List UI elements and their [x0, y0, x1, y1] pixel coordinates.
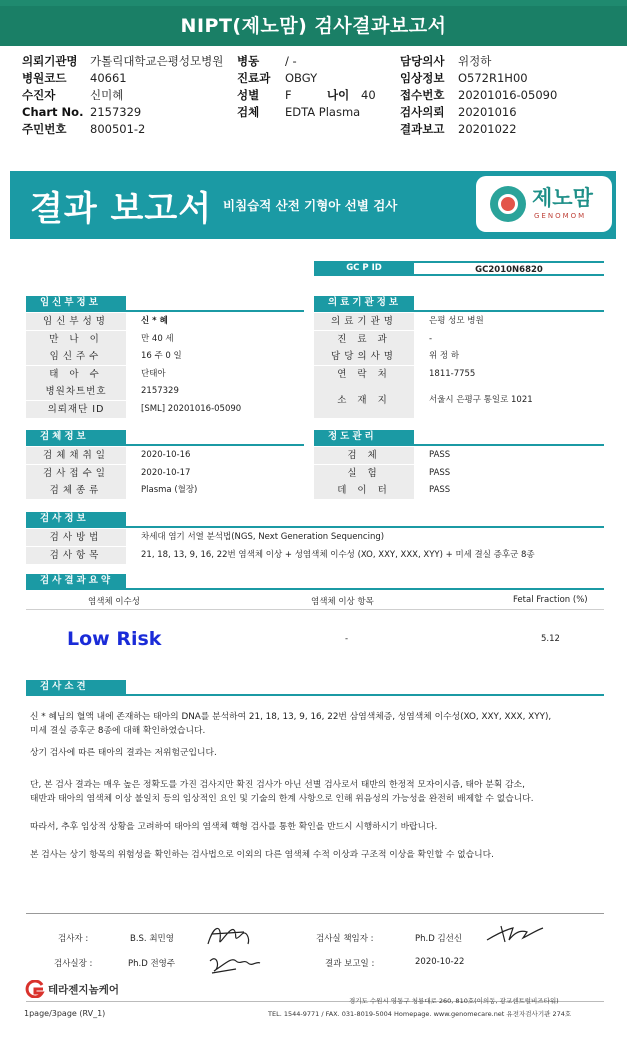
logo-text: 제노맘 — [532, 186, 593, 210]
row-label: 연 락 처 — [314, 366, 414, 383]
tester-label: 검사자 : — [58, 934, 89, 944]
header-right — [400, 53, 557, 138]
findings-paragraph: 단, 본 검사 결과는 매우 높은 정확도를 가진 검사지만 확진 검사가 아닌 선별 검사로서 태반의 한정적 모자이시즘, 태아 분획 감소, — [30, 780, 525, 790]
header-row: 검사의뢰 20201016 — [400, 105, 517, 119]
section-title: 검사결과요약 — [26, 574, 126, 588]
specimen-info-table — [26, 447, 304, 501]
page-number: 1page/3page (RV_1) — [24, 1009, 106, 1018]
row-value: 서울시 은평구 통일로 1021 — [429, 395, 533, 406]
company-name: 테라젠지놈케어 — [48, 984, 120, 996]
header-mid — [237, 53, 376, 121]
row-label: 담당의사명 — [314, 348, 414, 365]
row-label: 진 료 과 — [314, 331, 414, 348]
row-label: 검 체 — [314, 447, 414, 464]
lab-head-label: 검사실 책임자 : — [316, 934, 374, 944]
summary-col-header: 염색체 이수성 — [88, 597, 140, 607]
findings-paragraph: 미세 결실 증후군 8종에 대해 확인하였습니다. — [30, 726, 206, 736]
row-value: PASS — [429, 450, 451, 460]
row-value: 1811-7755 — [429, 368, 476, 379]
fetal-fraction-value: 5.12 — [541, 634, 560, 644]
section-divider — [26, 526, 604, 528]
row-value: - — [429, 333, 433, 344]
result-summary-section — [26, 574, 604, 590]
report-date-label: 결과 보고일 : — [325, 959, 375, 969]
row-label: 의료기관명 — [314, 313, 414, 330]
row-value: PASS — [429, 485, 451, 496]
pregnant-info-section — [26, 296, 304, 312]
findings-text — [30, 710, 610, 862]
row-label: 임신주수 — [26, 348, 126, 365]
gcp-id-box — [314, 261, 604, 276]
header-row: 의뢰기관명 가톨릭대학교은평성모병원 — [22, 54, 224, 68]
row-value: Plasma (혈장) — [141, 485, 198, 496]
institution-info-section — [314, 296, 604, 312]
header-row: 검체 EDTA Plasma — [237, 105, 361, 119]
qc-section — [314, 430, 604, 446]
row-value: [SML] 20201016-05090 — [141, 404, 242, 414]
row-value: 2157329 — [141, 386, 179, 397]
header-row: 접수번호 20201016-05090 — [400, 88, 558, 102]
row-value: PASS — [429, 467, 451, 478]
findings-paragraph: 본 검사는 상기 항목의 위험성을 확인하는 검사법으로 이외의 다른 염색체 수적 이상과 구조적 이상을 확인할 수 없습니다. — [30, 850, 494, 860]
gcp-id-label: GC P ID — [314, 261, 414, 276]
banner-title: 결과 보고서 — [30, 189, 213, 229]
row-value: 21, 18, 13, 9, 16, 22번 염색체 이상 + 성염색체 이수성 (XO, XXY, XXX, XYY) + 미세 결실 증후군 8종 — [141, 549, 535, 560]
lab-chief-signature — [206, 947, 262, 977]
row-value: 16 주 0 일 — [141, 351, 182, 362]
lab-chief-name: Ph.D 전영주 — [128, 959, 176, 969]
header-row: 병동 / - — [237, 54, 297, 68]
company-address: 경기도 수원시 영통구 청룡대로 260, 810호(이의동, 광교센트럴비즈타워) — [349, 997, 559, 1005]
row-label: 실 험 — [314, 465, 414, 482]
test-info-table — [26, 529, 604, 565]
logo-subtext: GENOMOM — [534, 212, 587, 220]
findings-section — [26, 680, 604, 696]
specimen-info-section — [26, 430, 304, 446]
header-row: 병원코드 40661 — [22, 71, 127, 85]
summary-col-header: 염색체 이상 항목 — [311, 597, 374, 607]
company-contact: TEL. 1544-9771 / FAX. 031-8019-5004 Homepage. www.genomecare.net 유전자검사기관 274호 — [268, 1010, 572, 1018]
findings-paragraph: 태반과 태아의 염색체 이상 불일치 등의 임상적인 요인 및 기술의 한계 사항으로 인해 위음성의 가능성을 완전히 배제할 수 없습니다. — [30, 794, 534, 804]
row-value: 은평 성모 병원 — [429, 316, 484, 326]
header-left — [22, 53, 223, 138]
section-divider — [26, 444, 304, 446]
section-title: 정도관리 — [314, 430, 414, 444]
header-row: 임상정보 O572R1H00 — [400, 71, 528, 85]
row-value: 2020-10-16 — [141, 450, 191, 460]
report-title: NIPT(제노맘) 검사결과보고서 — [0, 6, 627, 46]
section-divider — [26, 588, 604, 590]
row-value: 차세대 염기 서열 분석법(NGS, Next Generation Sequencing) — [141, 532, 385, 542]
company-logo-icon — [24, 980, 46, 998]
row-label: 임신부성명 — [26, 313, 126, 330]
summary-col-header: Fetal Fraction (%) — [513, 595, 588, 605]
lab-chief-label: 검사실장 : — [54, 959, 93, 969]
section-title: 의료기관정보 — [314, 296, 414, 310]
row-label: 검사방법 — [26, 529, 126, 546]
header-row: 결과보고 20201022 — [400, 122, 517, 136]
row-value: 위 정 하 — [429, 351, 460, 362]
header-row: 진료과 OBGY — [237, 71, 318, 85]
section-divider — [314, 444, 604, 446]
row-label: 데 이 터 — [314, 482, 414, 499]
summary-header-row — [26, 592, 604, 610]
result-report-banner — [10, 171, 616, 239]
risk-result: Low Risk — [67, 628, 162, 650]
section-title: 검체정보 — [26, 430, 126, 444]
row-value: 신 * 혜 — [141, 316, 168, 326]
tester-name: B.S. 최민영 — [130, 934, 174, 944]
pregnant-info-table — [26, 313, 304, 419]
row-label: 병원차트번호 — [26, 383, 126, 400]
section-title: 검사소견 — [26, 680, 126, 694]
row-label: 만 나 이 — [26, 331, 126, 348]
section-divider — [26, 694, 604, 696]
lab-head-signature — [483, 920, 545, 946]
report-title-bar — [0, 0, 627, 46]
report-date-value: 2020-10-22 — [415, 957, 465, 967]
row-label: 검사접수일 — [26, 465, 126, 482]
abnormal-item-value: - — [345, 634, 349, 644]
header-row: 주민번호 800501-2 — [22, 122, 146, 136]
section-title: 검사정보 — [26, 512, 126, 526]
tester-signature — [204, 920, 254, 950]
header-row: Chart No. 2157329 — [22, 105, 142, 119]
section-divider — [26, 310, 304, 312]
header-row: 수진자 신미혜 — [22, 88, 124, 102]
row-label: 소 재 지 — [314, 383, 414, 418]
test-info-section — [26, 512, 604, 528]
logo-emblem-inner-icon — [498, 194, 518, 214]
signature-divider — [26, 913, 604, 914]
row-label: 검체채취일 — [26, 447, 126, 464]
header-row: 담당의사 위정하 — [400, 54, 492, 68]
row-value: 2020-10-17 — [141, 467, 191, 478]
row-label: 검체종류 — [26, 482, 126, 499]
row-label: 검사항목 — [26, 547, 126, 564]
findings-paragraph: 상기 검사에 따른 태아의 결과는 저위험군입니다. — [30, 748, 217, 758]
section-title: 임신부정보 — [26, 296, 126, 310]
lab-head-name: Ph.D 김선신 — [415, 934, 463, 944]
qc-table — [314, 447, 604, 501]
header-row: 성별 F 나이 40 — [237, 88, 376, 102]
section-divider — [314, 310, 604, 312]
banner-subtitle: 비침습적 산전 기형아 선별 검사 — [223, 198, 398, 213]
gcp-id-value: GC2010N6820 — [414, 261, 604, 276]
row-value: 단태아 — [141, 368, 166, 379]
row-label: 의뢰재단 ID — [26, 401, 126, 418]
row-value: 만 40 세 — [141, 333, 174, 344]
findings-paragraph: 따라서, 추후 임상적 상황을 고려하여 태아의 염색체 핵형 검사를 통한 확인을 반드시 시행하시기 바랍니다. — [30, 822, 438, 832]
row-label: 태 아 수 — [26, 366, 126, 383]
findings-paragraph: 신 * 혜님의 혈액 내에 존재하는 태아의 DNA를 분석하여 21, 18, 13, 9, 16, 22번 삼염색체증, 성염색체 이수성(XO, XXY, XXX, XYY), — [30, 712, 552, 722]
genomom-logo — [476, 176, 612, 232]
institution-info-table — [314, 313, 604, 419]
